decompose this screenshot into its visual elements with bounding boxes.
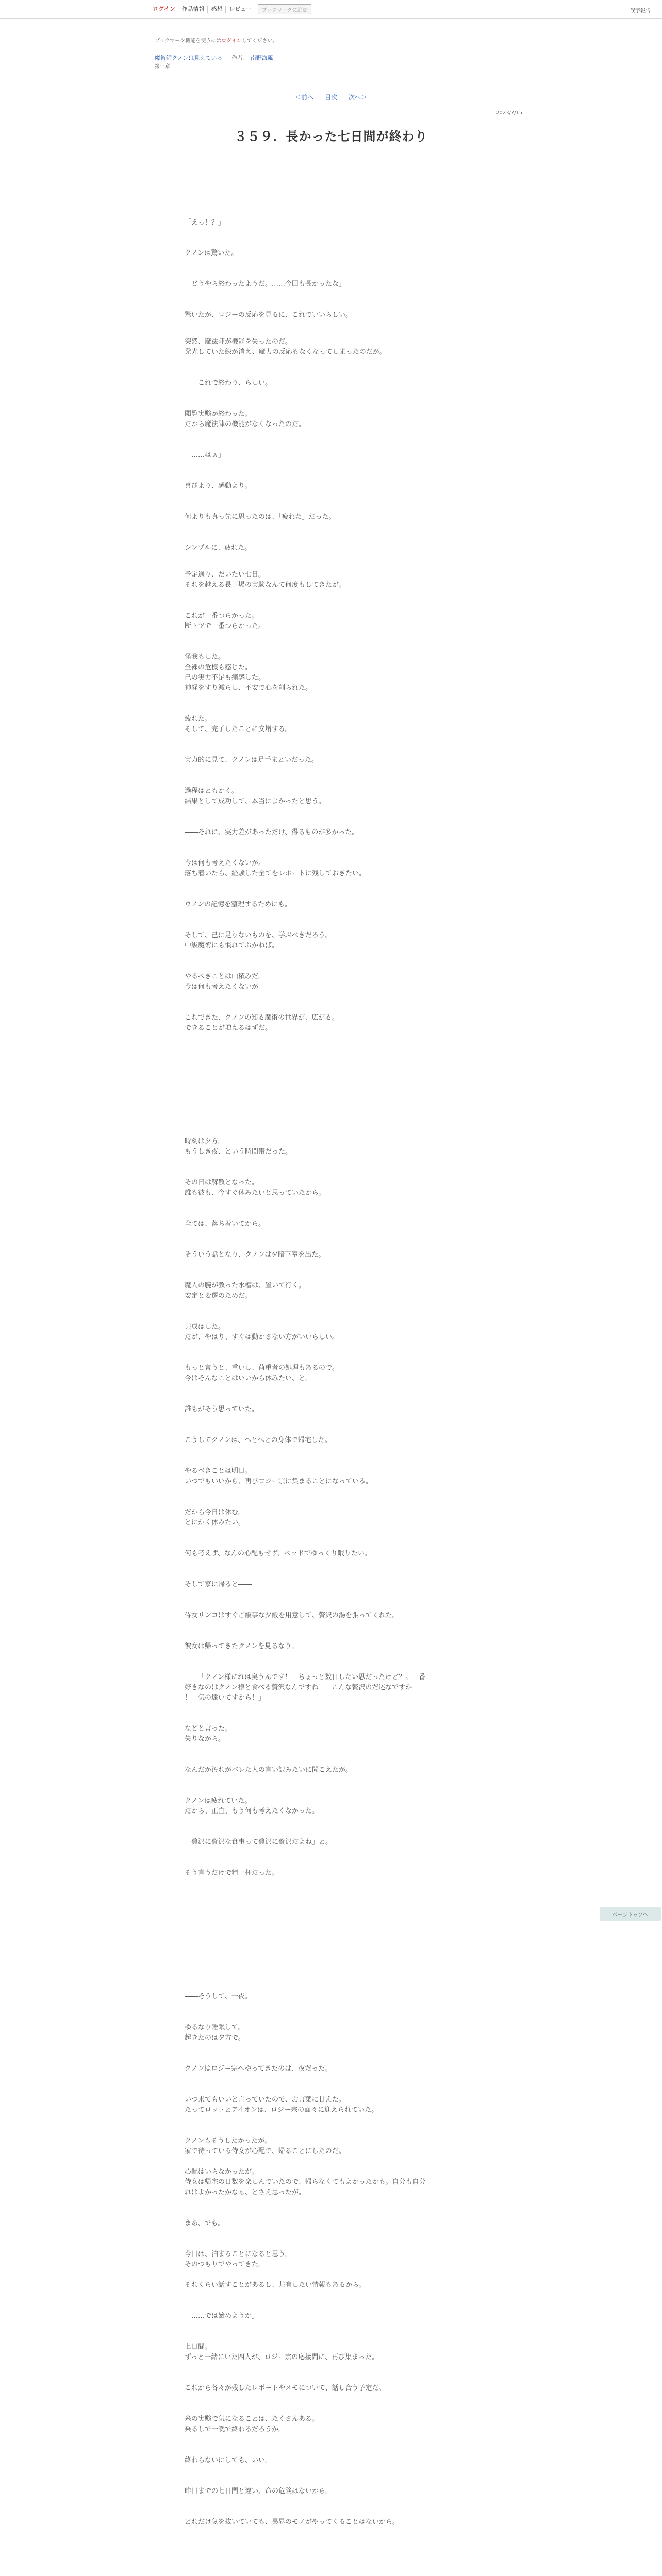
story-paragraph [185,972,494,992]
text-line: 侍女は帰宅の日数を楽しんでいたので、帰らなくてもよかったかも。自分も自分 [185,2178,426,2186]
story-paragraph [185,1281,494,1301]
story-paragraph [185,1868,494,1878]
text-line: 「どうやら終わったようだ。……今回も長かったな」 [185,280,345,288]
text-line: 突然、魔法陣が機能を失ったのだ。 [185,338,292,346]
text-line: 七日間。 [185,2343,212,2351]
text-line: やるべきことは山積みだ。 [185,973,266,980]
text-line: ――そうして、一夜。 [185,1993,252,2001]
text-line: だが、やはり、すぐは動かさない方がいいらしい。 [185,1333,339,1341]
story-paragraph [185,1765,494,1775]
text-line: 全裸の危機も感じた。 [185,664,252,671]
story-paragraph [185,714,494,735]
text-line: 誰もがそう思っていた。 [185,1405,259,1413]
text-line: 何も考えず、なんの心配もせず、ベッドでゆっくり眠りたい。 [185,1550,371,1557]
impressions-link[interactable]: 感想 [208,6,226,13]
story-paragraph [185,1178,494,1198]
story-paragraph [185,1435,494,1446]
story-paragraph [185,1322,494,1343]
series-info [155,54,273,71]
story-paragraph [185,2517,494,2528]
story-paragraph [185,1137,494,1157]
prev-chapter-link[interactable]: ＜前へ [294,94,313,101]
text-line: 己の実力不足も痛感した。 [185,674,266,682]
text-line: どれだけ気を抜いていても、異界のモノがやってくることはないから。 [185,2518,399,2526]
pager-top [0,93,662,101]
text-line: 実力的に見て、クノンは足手まといだった。 [185,756,318,764]
text-line: ――「クノン様にれは臭うんです！ ちょっと数日したい思だったけど？。一番 [185,1673,426,1681]
text-line: 結果として成功して、本当によかったと思う。 [185,798,325,805]
text-line: だから今日は休む。 [185,1509,245,1516]
story-paragraph [185,1466,494,1487]
text-line: ずっと一緒にいた四人が、ロジー宗の応接間に、再び集まった。 [185,2353,379,2361]
login-link[interactable]: ログイン [153,6,178,13]
next-chapter-link[interactable]: 次へ＞ [349,94,368,101]
story-paragraph [185,218,494,228]
text-line: そう言うだけで精一杯だった。 [185,1869,279,1877]
work-info-link[interactable]: 作品情報 [178,6,208,13]
story-paragraph [185,1724,494,1744]
story-paragraph [185,2383,494,2394]
text-line: 断トツで一番つらかった。 [185,622,266,630]
story-paragraph [185,2311,494,2321]
story-paragraph [185,2486,494,2497]
story-paragraph [185,1611,494,1621]
add-bookmark-button[interactable]: ブックマークに追加 [258,4,311,14]
publish-date: 2023/7/15 [496,110,523,116]
text-line: 終わらないにしても、いい。 [185,2456,272,2464]
text-line: これできた、クノンの知る魔術の世界が、広がる。 [185,1014,339,1022]
text-line: それくらい話すことがあるし、共有したい情報もあるから。 [185,2281,366,2289]
text-line: クノンは疲れていた。 [185,1797,252,1805]
story-paragraph [185,1796,494,1817]
story-paragraph [185,2064,494,2074]
text-line: いつ来てもいいと言っていたので、お言葉に甘えた。 [185,2096,345,2104]
text-line: だから、正直、もう何も考えたくなかった。 [185,1807,319,1815]
table-of-contents-link[interactable]: 目次 [324,94,337,101]
story-paragraph [185,1013,494,1033]
nav-links [153,4,311,14]
top-navigation-bar [0,0,662,19]
text-line: 過程はともかく。 [185,787,238,795]
text-line: 怪我もした。 [185,653,225,661]
text-line: れはよかったかなぁ、とさえ思ったが。 [185,2189,306,2196]
story-paragraph [185,858,494,879]
text-line: そういう話となり、クノンは夕暗下室を出た。 [185,1251,325,1259]
text-line: いつでもいいから、再びロジー宗に集まることになっている。 [185,1478,373,1485]
text-line: 疲れた。 [185,715,212,723]
story-paragraph [185,1404,494,1415]
story-paragraph [185,2455,494,2466]
text-line: ウノンの記憶を整理するためにも。 [185,901,292,908]
story-paragraph [185,2023,494,2043]
text-line: 糸の実験で気になることは、たくさんある。 [185,2415,319,2423]
text-line: ――これで終わり、らしい。 [185,379,272,387]
story-paragraph [185,755,494,766]
text-line: だから魔法陣の機能がなくなったのだ。 [185,420,306,428]
review-link[interactable]: レビュー [229,6,252,12]
story-paragraph [185,2218,494,2229]
story-paragraph [185,409,494,430]
story-paragraph [185,310,494,320]
text-line: 何よりも真っ先に思ったのは、「疲れた」だった。 [185,513,336,521]
text-line: 乗るしで一晩で終わるだろうか。 [185,2426,286,2433]
text-line: ――それに、実力差があっただけ、得るものが多かった。 [185,828,359,836]
text-line: その日は解散となった。 [185,1179,259,1187]
typo-report-link[interactable]: 誤字報告 [630,8,651,14]
text-line: こうしてクノンは、へとへとの身体で帰宅した。 [185,1436,332,1444]
text-line: 昨日までの七日間と違い、命の危険はないから。 [185,2487,333,2495]
text-line: 中級魔術にも慣れておかねば。 [185,942,279,950]
text-line: まあ、でも。 [185,2219,225,2227]
text-line: もっと言うと、重いし、荷重者の処理もあるので。 [185,1364,339,1372]
text-line: 好きなのはクノン様と食べる贅沢なんですね！ こんな贅沢のだ述なですか [185,1684,412,1691]
text-line: これから各々が残したレポートやメモについて、話し合う予定だ。 [185,2384,386,2392]
story-paragraph [185,1219,494,1229]
story-paragraph [185,248,494,259]
text-line: 閲覧実験が終わった。 [185,410,252,418]
story-paragraph [185,1641,494,1652]
text-line: クノンはロジー宗へやってきたのは、夜だった。 [185,2065,332,2073]
text-line: 時刻は夕方。 [185,1138,225,1145]
text-line: 神経をすり減らし、不安で心を削られた。 [185,684,312,692]
story-paragraph [185,2280,494,2291]
story-paragraph [185,2342,494,2363]
text-line: 家で待っている侍女が心配で、帰ることにしたのだ。 [185,2147,345,2155]
text-line: そのつもりでやってきた。 [185,2261,266,2268]
text-line: 全ては、落ち着いてから。 [185,1220,266,1228]
text-line: 「えっ！？」 [185,219,225,227]
text-line: なんだか汚れがバレた人の言い訳みたいに聞こえたが。 [185,1766,353,1774]
story-paragraph [185,786,494,807]
text-line: やるべきことは明日。 [185,1467,252,1475]
login-notice [155,36,278,44]
story-paragraph [185,1549,494,1559]
text-line: そして家に帰ると―― [185,1581,252,1588]
story-paragraph [185,512,494,522]
text-line: もうしき夜、という時間帯だった。 [185,1148,292,1156]
story-paragraph [185,1507,494,1528]
story-paragraph [185,1580,494,1590]
story-paragraph [185,2136,494,2157]
text-line: 驚いたが、ロジーの反応を見るに、これでいいらしい。 [185,311,353,319]
text-line: できることが増えるはずだ。 [185,1024,272,1032]
text-line: 今は何も考えたくないが―― [185,983,272,991]
text-line: 今日は、泊まることになると思う。 [185,2250,292,2258]
story-paragraph [185,930,494,951]
text-line: 落ち着いたら、経験した全てをレポートに残しておきたい。 [185,870,366,877]
notice-login-link[interactable]: ログイン [221,38,242,44]
text-line: そして、己に足りないものを、学ぶべきだろう。 [185,931,332,939]
story-paragraph [185,481,494,492]
story-paragraph [185,543,494,553]
text-line: 失りながら。 [185,1735,225,1743]
text-line: 共成はした。 [185,1323,225,1331]
page-top-button[interactable]: ページトップへ [600,1907,661,1921]
chapter-number: 第ー章 [155,64,170,70]
story-paragraph [185,1672,494,1703]
text-line: 起きたのは夕方で。 [185,2034,245,2042]
text-line: 彼女は帰ってきたクノンを見るなり。 [185,1642,299,1650]
story-paragraph [185,900,494,910]
story-paragraph [185,2095,494,2115]
text-line: 安定と変遷のためだ。 [185,1292,252,1300]
text-line: 「……では始めようか」 [185,2312,259,2320]
story-paragraph [185,570,494,590]
text-line: 「……はぁ」 [185,451,225,459]
story-paragraph [185,337,494,358]
notice-text-after: してください。 [241,38,278,44]
notice-text-before: ブックマーク機能を使うには [155,38,222,44]
story-paragraph [185,378,494,388]
text-line: 魔人の腕が教った水槽は、置いて行く。 [185,1282,305,1290]
text-line: シンプルに、疲れた。 [185,544,252,552]
text-line: 「贅沢に贅沢な食事って贅沢に贅沢だよね」と。 [185,1838,333,1846]
text-line: 心配はいらなかったが。 [185,2168,259,2176]
text-line: 喜びより、感動より。 [185,482,252,490]
text-line: 侍女リンコはすぐご飯事な夕飯を用意して、贅沢の湯を張ってくれた。 [185,1612,399,1619]
story-paragraph [185,450,494,461]
text-line: それを越える長丁場の実験なんて何度もしてきたが。 [185,581,346,589]
story-paragraph [185,2414,494,2435]
story-paragraph [185,1837,494,1848]
story-paragraph [185,827,494,838]
text-line: ！ 気の遠いてすから！」 [185,1694,266,1702]
text-line: などと言った。 [185,1725,232,1733]
text-line: ゆるなり睡眠して。 [185,2024,245,2031]
series-title-link[interactable]: 魔術師クノンは見えている [155,55,223,61]
story-paragraph [185,2167,494,2198]
story-paragraph [185,652,494,693]
story-paragraph [185,1250,494,1260]
author-label: 作者： [231,55,249,61]
text-line: とにかく休みたい。 [185,1519,245,1527]
story-paragraph [185,2249,494,2270]
text-line: たってロットとアイオンは、ロジー宗の面々に迎えられていた。 [185,2106,378,2114]
text-line: クノンは驚いた。 [185,249,238,257]
text-line: 誰も彼も、今すぐ休みたいと思っていたから。 [185,1189,326,1197]
story-paragraph [185,1363,494,1384]
story-paragraph [185,1992,494,2002]
text-line: クノンもそうしたかったが。 [185,2137,272,2145]
text-line: 今は何も考えたくないが。 [185,859,266,867]
text-line: そして、完了したことに安堵する。 [185,725,292,733]
text-line: 発光していた線が消え、魔力の反応もなくなってしまったのだが。 [185,348,386,356]
text-line: 今はそんなことはいいから休みたい、と。 [185,1375,312,1382]
story-paragraph [185,611,494,632]
text-line: これが一番つらかった。 [185,612,259,620]
story-paragraph [185,279,494,290]
chapter-title: ３５９．長かった七日間が終わり [234,129,428,144]
author-link[interactable]: 南野海風 [250,55,273,61]
text-line: 予定通り、だいたい七日。 [185,571,266,579]
